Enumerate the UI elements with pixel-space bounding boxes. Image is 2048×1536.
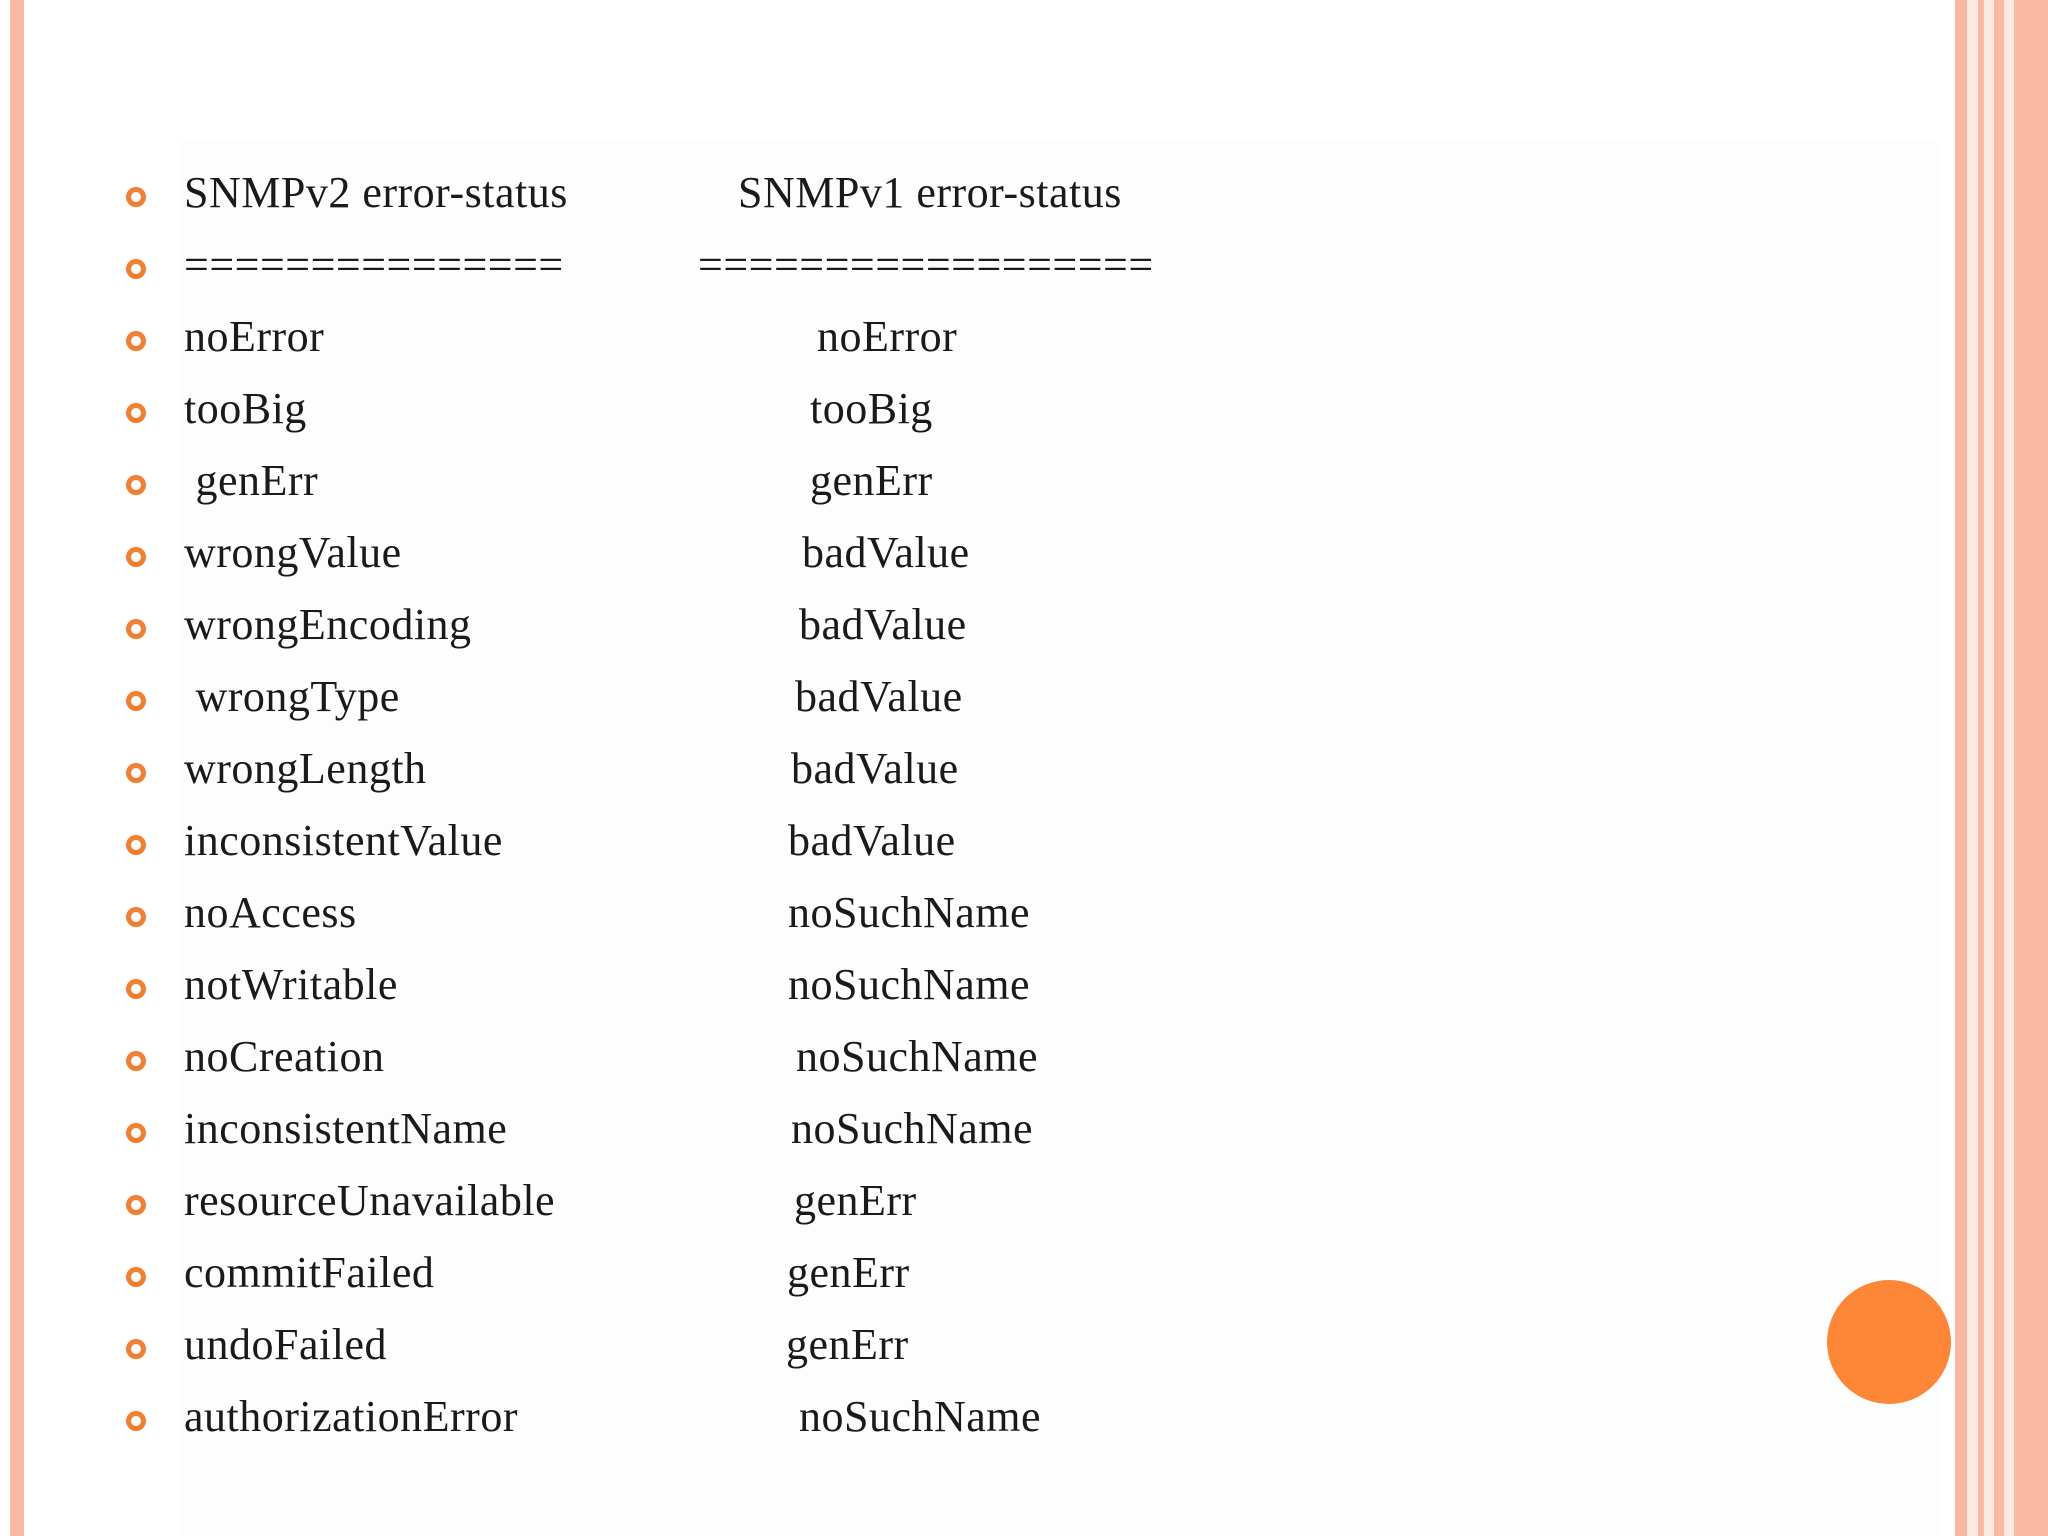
snmpv2-status: genErr [184, 456, 319, 505]
snmpv1-status: badValue [791, 744, 959, 793]
snmpv2-status: wrongValue [184, 528, 402, 577]
list-item [0, 1173, 1400, 1245]
snmpv2-status: noAccess [184, 888, 357, 937]
bullet-circle-icon [126, 1195, 146, 1215]
snmpv2-status: wrongLength [184, 744, 427, 793]
snmpv2-status: inconsistentName [184, 1104, 508, 1153]
bullet-circle-icon [126, 331, 146, 351]
snmpv2-status: resourceUnavailable [184, 1176, 556, 1225]
list-item [0, 165, 1400, 237]
bullet-circle-icon [126, 1339, 146, 1359]
right-frame-stripe [1955, 0, 1967, 1536]
bullet-circle-icon [126, 187, 146, 207]
bullet-circle-icon [126, 1267, 146, 1287]
snmpv1-status: noSuchName [788, 888, 1031, 937]
snmpv1-status: noError [817, 312, 958, 361]
bullet-circle-icon [126, 1051, 146, 1071]
snmpv1-status: noSuchName [791, 1104, 1034, 1153]
snmpv1-status: SNMPv1 error-status [738, 168, 1122, 217]
list-item [0, 1317, 1400, 1389]
right-frame-stripe [1978, 0, 1984, 1536]
list-item [0, 669, 1400, 741]
list-item [0, 453, 1400, 525]
snmpv2-status: noError [184, 312, 325, 361]
snmpv2-status: noCreation [184, 1032, 385, 1081]
snmpv2-status: wrongEncoding [184, 600, 472, 649]
bullet-circle-icon [126, 1123, 146, 1143]
list-item [0, 237, 1400, 309]
snmpv1-status: genErr [786, 1320, 909, 1369]
snmpv2-status: notWritable [184, 960, 398, 1009]
list-item [0, 885, 1400, 957]
bullet-circle-icon [126, 979, 146, 999]
list-item [0, 525, 1400, 597]
bullet-circle-icon [126, 907, 146, 927]
bullet-circle-icon [126, 475, 146, 495]
right-frame-stripe [2014, 0, 2048, 1536]
snmpv1-status: noSuchName [796, 1032, 1039, 1081]
list-item [0, 309, 1400, 381]
right-frame-stripe [1994, 0, 2004, 1536]
snmpv1-status: genErr [794, 1176, 917, 1225]
bullet-circle-icon [126, 835, 146, 855]
list-item [0, 1101, 1400, 1173]
snmpv1-status: genErr [810, 456, 933, 505]
bullet-circle-icon [126, 691, 146, 711]
snmpv1-status: tooBig [810, 384, 933, 433]
bullet-circle-icon [126, 403, 146, 423]
snmpv1-status: badValue [799, 600, 967, 649]
snmpv1-status: badValue [802, 528, 970, 577]
snmpv2-status: SNMPv2 error-status [184, 168, 568, 217]
snmpv1-status: badValue [795, 672, 963, 721]
bullet-circle-icon [126, 547, 146, 567]
snmpv2-status: authorizationError [184, 1392, 518, 1441]
list-item [0, 1245, 1400, 1317]
snmpv1-status: ================== [698, 240, 1154, 289]
bullet-circle-icon [126, 619, 146, 639]
list-item [0, 957, 1400, 1029]
snmpv2-status: wrongType [184, 672, 400, 721]
snmpv2-status: tooBig [184, 384, 307, 433]
list-item [0, 1029, 1400, 1101]
list-item [0, 597, 1400, 669]
snmpv1-status: genErr [787, 1248, 910, 1297]
snmpv2-status: undoFailed [184, 1320, 387, 1369]
snmpv2-status: inconsistentValue [184, 816, 503, 865]
bullet-circle-icon [126, 259, 146, 279]
bullet-circle-icon [126, 763, 146, 783]
list-item [0, 741, 1400, 813]
snmpv2-status: =============== [184, 240, 564, 289]
snmpv1-status: noSuchName [788, 960, 1031, 1009]
accent-circle [1827, 1280, 1951, 1404]
snmpv1-status: noSuchName [799, 1392, 1042, 1441]
snmpv1-status: badValue [788, 816, 956, 865]
list-item [0, 381, 1400, 453]
bullet-circle-icon [126, 1411, 146, 1431]
list-item [0, 813, 1400, 885]
list-item [0, 1389, 1400, 1461]
snmpv2-status: commitFailed [184, 1248, 435, 1297]
